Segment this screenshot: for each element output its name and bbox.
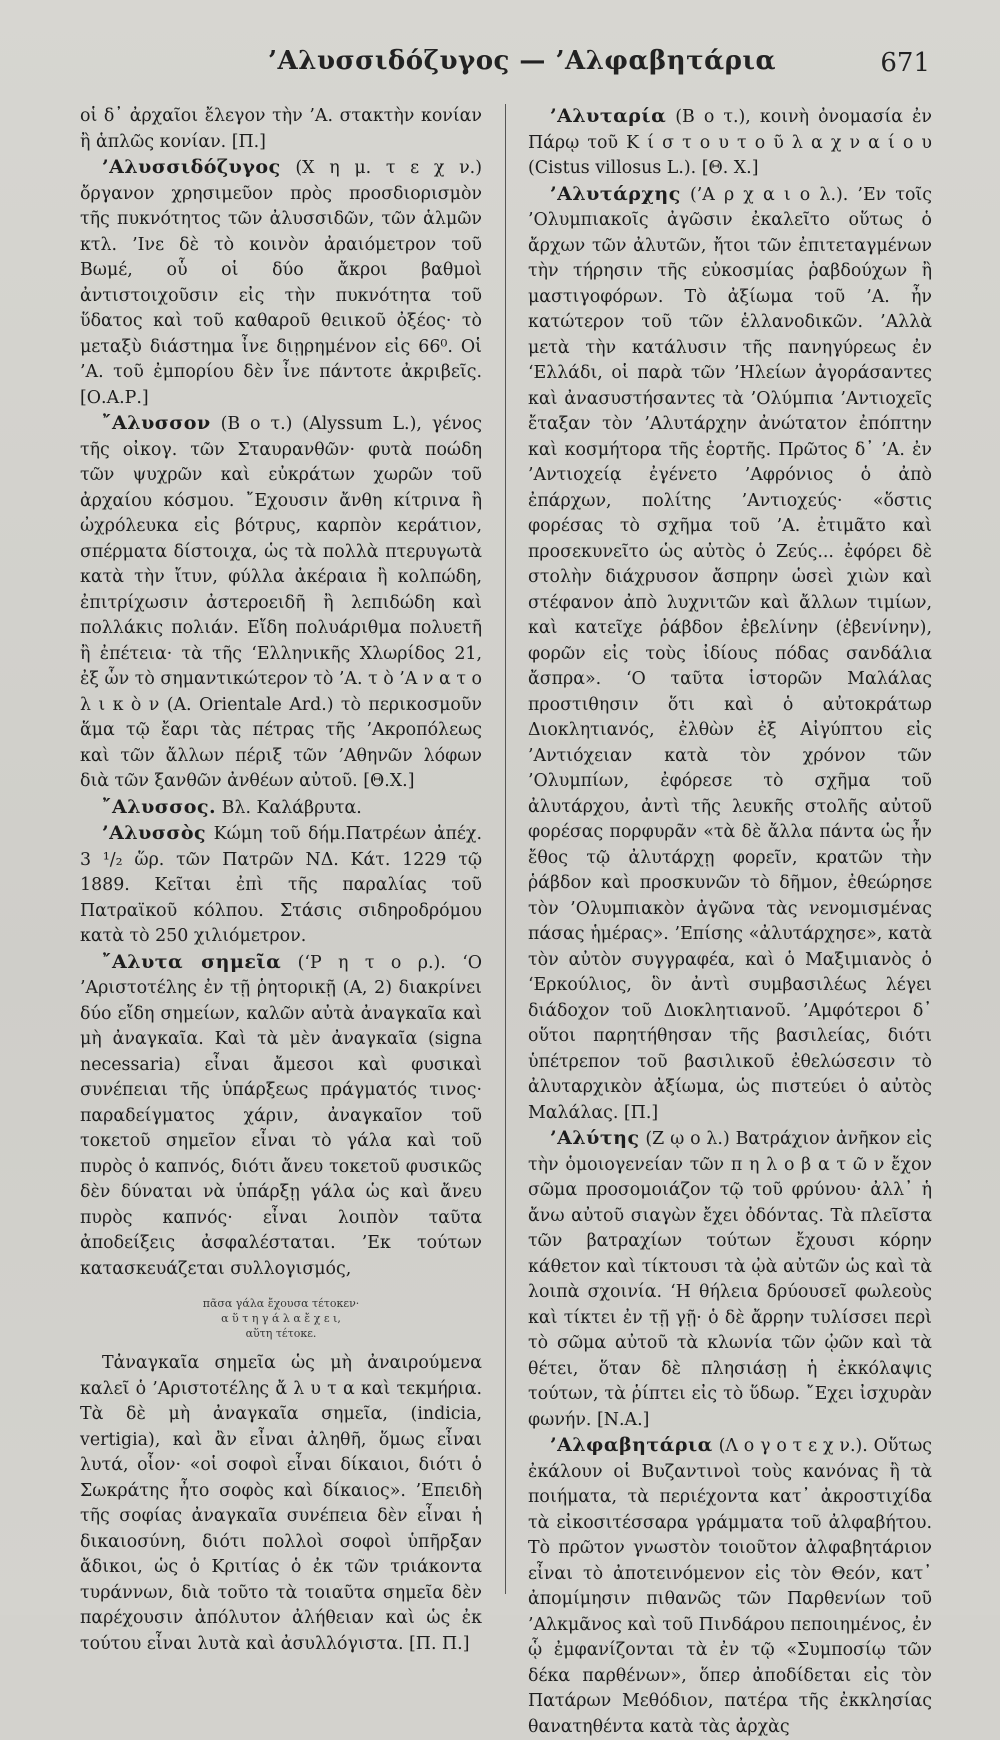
syllogism-line: πᾶσα γάλα ἔχουσα τέτοκεν·	[202, 1297, 360, 1310]
running-head: ’Αλυσσιδόζυγος — ’Αλφαβητάρια	[268, 46, 777, 76]
column-divider	[505, 104, 506, 1594]
entry-text: Κώμη τοῦ δήμ.Πατρέων ἀπέχ. 3 ¹/₂ ὥρ. τῶν Πατρῶν ΝΔ. Κάτ. 1229 τῷ 1889. Κεῖται ἐπὶ τῆς παραλίας τοῦ Πατραϊκοῦ κόλπου. Στάσις σιδηροδρόμου κατὰ τὸ 250 χιλιόμετρον.	[80, 824, 482, 946]
entry-text: (Χ η μ. τ ε χ ν.) ὄργανον χρησιμεῦον πρὸς προσδιορισμὸν τῆς πυκνότητος τῶν ἀλυσσιδῶν, τῶν ἁλμῶν κτλ. ’Ινε δὲ τὸ κοινὸν ἀραιόμετρον τοῦ Βωμέ, οὗ οἱ δύο ἄκροι βαθμοὶ ἀντιστοιχοῦσιν εἰς τὴν πυκνότητα τοῦ ὕδατος καὶ τοῦ καθαροῦ θειικοῦ ὀξέος· τὸ μεταξὺ διάστημα ἶνε διῃρημένον εἰς 66⁰. Οἱ ’Α. τοῦ ἐμπορίου δὲν ἶνε πάντοτε ἀκριβεῖς. [Ο.Α.Ρ.]	[80, 158, 482, 408]
entry-alyssos-village	[80, 821, 482, 950]
entry-headword: ῎Αλυτα σημεῖα	[102, 950, 282, 973]
entry-continuation-paragraph	[80, 1351, 482, 1657]
left-column	[80, 104, 482, 1657]
entry-alyssos	[80, 795, 482, 822]
syllogism-line: αὕτη τέτοκε.	[245, 1327, 317, 1340]
page-number: 671	[880, 48, 930, 78]
entry-text: οἱ δ᾽ ἀρχαῖοι ἔλεγον τὴν ’Α. στακτὴν κονίαν ἢ ἁπλῶς κονίαν. [Π.]	[80, 106, 482, 152]
entry-text: (Β ο τ.), κοινὴ ὀνομασία ἐν Πάρῳ τοῦ Κ ί σ τ ο υ τ ο ῦ λ α χ ν α ί ο υ (Cistus villosus L.). [Θ. Χ.]	[528, 107, 932, 178]
entry-text: (Β ο τ.) (Alyssum L.), γένος τῆς οἰκογ. τῶν Σταυρανθῶν· φυτὰ ποώδη τῶν ψυχρῶν καὶ εὐκράτων χωρῶν τοῦ ἀρχαίου κόσμου. ῎Εχουσιν ἄνθη κίτρινα ἢ ὠχρόλευκα εἰς βότρυς, καρπὸν κεράτιον, σπέρματα δίστοιχα, ὡς τὰ πολλὰ πτερυγωτὰ κατὰ τὴν ἴτυν, φύλλα ἀκέραια ἢ κολπώδη, ἐπιτρίχωσιν ἀστεροειδῆ ἢ λεπιδώδη καὶ πολλάκις πολιάν. Εἴδη πολυάριθμα πολυετῆ ἢ ἐπέτεια· τὰ τῆς ‘Ελληνικῆς Χλωρίδος 21, ἐξ ὧν τὸ σημαντικώτερον τὸ ’Α. τ ὸ ’Α ν α τ ο λ ι κ ὸ ν (Α. Orientale Ard.) τὸ περικοσμοῦν ἅμα τῷ ἔαρι τὰς πέτρας τῆς ’Ακροπόλεως καὶ τῶν ἄλλων πέριξ τῶν ’Αθηνῶν λόφων διὰ τῶν ξανθῶν ἀνθέων αὐτοῦ. [Θ.Χ.]	[80, 414, 483, 791]
syllogism-line: α ὕ τ η γ ά λ α ἔ χ ε ι,	[221, 1312, 341, 1325]
entry-headword: ῎Αλυσσον	[102, 412, 211, 434]
entry-continuation	[80, 104, 482, 155]
entry-headword: ’Αλυσσὸς	[102, 822, 207, 844]
entry-text: (Ζ ῳ ο λ.) Βατράχιον ἀνῆκον εἰς τὴν ὁμοιογενείαν τῶν π η λ ο β α τ ῶ ν ἔχον σῶμα προσομοιάζον τῷ τοῦ φρύνου· ἀλλ᾽ ἡ ἄνω αὐτοῦ σιαγὼν ἔχει ὀδόντας. Τὰ πλεῖστα τῶν βατραχίων τούτων ἔχουσι κόρην κάθετον καὶ τίκτουσι τὰ ᾠὰ αὐτῶν ὡς καὶ τὰ λοιπὰ σχοινία. ‘Η θήλεια δρύουσεῖ φωλεοὺς καὶ τίκτει ἐν τῇ γῇ· ὁ δὲ ἄρρην τυλίσσει περὶ τὸ σῶμα αὐτοῦ τὰ κλωνία τῶν ᾠῶν καὶ τὰ θέτει, ὅταν δὲ πλησιάσῃ ἡ ἐκκόλαψις τούτων, τὰ ῥίπτει εἰς τὸ ὕδωρ. ῎Εχει ἰσχυρὰν φωνήν. [Ν.Α.]	[528, 1129, 932, 1430]
entry-headword: ῎Αλυσσος.	[102, 795, 217, 818]
entry-text: Τἀναγκαῖα σημεῖα ὡς μὴ ἀναιρούμενα καλεῖ ὁ ’Αριστοτέλης ἄ λ υ τ α καὶ τεκμήρια. Τὰ δὲ μὴ ἀναγκαῖα σημεῖα, (indicia, vertigia), καὶ ἂν εἶναι ἀληθῆ, ὅμως εἶναι λυτά, οἷον· «οἱ σοφοὶ εἶναι δίκαιοι, διότι ὁ Σωκράτης ἦτο σοφὸς καὶ δίκαιος». ’Επειδὴ τῆς σοφίας ἀναγκαῖα συνέπεια δὲν εἶναι ἡ δικαιοσύνη, διότι πολλοὶ σοφοὶ ὑπῆρξαν ἄδικοι, ὡς ὁ Κριτίας ὁ ἐκ τῶν τριάκοντα τυράννων, διὰ τοῦτο τὰ τοιαῦτα σημεῖα δὲν παρέχουσιν ἀπόλυτον ἀλήθειαν καὶ ὡς ἐκ τούτου εἶναι λυτὰ καὶ ἀσυλλόγιστα. [Π. Π.]	[80, 1353, 482, 1654]
entry-alytes	[528, 1126, 932, 1433]
entry-alyssidozygos	[80, 155, 482, 411]
entry-headword: ’Αλυσσιδόζυγος	[102, 156, 281, 178]
entry-alphabetaria	[528, 1433, 932, 1740]
entry-text: (‘Ρ η τ ο ρ.). ‘Ο ’Αριστοτέλης ἐν τῇ ῥητορικῇ (Α, 2) διακρίνει δύο εἴδη σημείων, καλῶν αὐτὰ ἀναγκαῖα καὶ μὴ ἀναγκαῖα. Καὶ τὰ μὲν ἀναγκαῖα (signa necessaria) εἶναι ἄμεσοι καὶ φυσικαὶ συνέπειαι τῆς ὑπάρξεως πράγματός τινος· παραδείγματος χάριν, ἀναγκαῖον τοῦ τοκετοῦ σημεῖον εἶναι τὸ γάλα καὶ τοῦ πυρὸς ὁ καπνός, διότι ἄνευ τοκετοῦ φυσικῶς δὲν δύναται νὰ ὑπάρξῃ γάλα ὡς καὶ ἄνευ πυρὸς καπνός· εἶναι λοιπὸν ταῦτα ἀποδείξεις ἀσφαλέσταται. ’Εκ τούτων κατασκευάζεται συλλογισμός,	[80, 952, 482, 1279]
entry-alytarches	[528, 182, 932, 1127]
entry-alytaria	[528, 104, 932, 182]
entry-text: (’Α ρ χ α ι ο λ.). ’Εν τοῖς ’Ολυμπιακοῖς ἀγῶσιν ἐκαλεῖτο οὕτως ὁ ἄρχων τῶν ἀλυτῶν, ἤτοι τῶν ἐπιτεταγμένων τὴν τήρησιν τῆς εὐκοσμίας ῥαβδούχων ἢ μαστιγοφόρων. Τὸ ἀξίωμα τοῦ ’Α. ἦν κατώτερον τοῦ τῶν ἑλλανοδικῶν. ’Αλλὰ μετὰ τὴν κατάλυσιν τῆς πανηγύρεως ἐν ‘Ελλάδι, οἱ παρὰ τῶν ’Ηλείων ἀγοράσαντες καὶ ἀνασυστήσαντες τὰ ’Ολύμπια ’Αντιοχεῖς ἔταξαν τὸν ’Αλυτάρχην ἀνώτατον ἐπόπτην καὶ κοσμήτορα τῆς ἑορτῆς. Πρῶτος δ᾽ ’Α. ἐν ’Αντιοχείᾳ ἐγένετο ’Αφρόνιος ὁ ἀπὸ ἐπάρχων, πολίτης ’Αντιοχεύς· «ὅστις φορέσας τὸ σχῆμα τοῦ ’Α. ἐτιμᾶτο καὶ προσεκυνεῖτο ὡς αὐτὸς ὁ Ζεύς... ἐφόρει δὲ στολὴν διάχρυσον ἄσπρην ὡσεὶ χιὼν καὶ στέφανον ἀπὸ λυχνιτῶν καὶ ἄλλων τιμίων, καὶ κατεῖχε ῥάβδον ἐβελίνην (ἐβενίνην), φορῶν εἰς τοὺς ἰδίους πόδας σανδάλια ἄσπρα». ‘Ο ταῦτα ἱστορῶν Μαλάλας προστιθησιν ὅτι καὶ ὁ αὐτοκράτωρ Διοκλητιανός, ἐλθὼν ἐξ Αἰγύπτου εἰς ’Αντιόχειαν κατὰ τὸν χρόνον τῶν ’Ολυμπίων, ἐφόρεσε τὸ σχῆμα τοῦ ἀλυτάρχου, ἀντὶ τῆς λευκῆς στολῆς αὐτοῦ φορέσας πορφυρᾶν «τὰ δὲ ἄλλα πάντα ὡς ἦν ἔθος τῷ ἀλυτάρχῃ φορεῖν, κρατῶν τὴν ῥάβδον καὶ προσκυνῶν τὸ δῆμον, ἐθεώρησε τὸν ’Ολυμπιακὸν ἀγῶνα τὰς νενομισμένας πάσας ἡμέρας». ’Επίσης «ἀλυτάρχησε», κατὰ τὸν αὐτὸν συγγραφέα, καὶ ὁ Μαξιμιανὸς ὁ ‘Ερκούλιος, ὃν ἀντὶ συμβασιλέως λέγει διάδοχον τοῦ Διοκλητιανοῦ. ’Αμφότεροι δ᾽ οὕτοι παρητήθησαν τῆς βασιλείας, διότι ὑπέτρεπον τοῦ βασιλικοῦ ἐθελώσεσιν τὸ ἀλυταρχικὸν ἀξίωμα, ὡς πιστεύει ὁ αὐτὸς Μαλάλας. [Π.]	[528, 184, 932, 1123]
entry-alysson	[80, 411, 482, 795]
entry-alyta-semeia	[80, 950, 482, 1283]
syllogism-quote	[80, 1296, 482, 1341]
entry-text: Βλ. Καλάβρυτα.	[221, 797, 362, 818]
entry-headword: ’Αλυτάρχης	[550, 182, 681, 205]
page-header	[0, 44, 1000, 84]
entry-headword: ’Αλυταρία	[550, 105, 667, 127]
right-column	[528, 104, 932, 1740]
entry-text: (Λ ο γ ο τ ε χ ν.). Οὕτως ἐκάλουν οἱ Βυζαντινοὶ τοὺς κανόνας ἢ τὰ ποιήματα, τὰ περιέχοντα κατ᾽ ἀκροστιχίδα τὰ εἰκοσιτέσσαρα γράμματα τοῦ ἀλφαβήτου. Τὸ πρῶτον γνωστὸν τοιοῦτον ἀλφαβητάριον εἶναι τὸ ἀποτεινόμενον εἰς τὸν Θεόν, κατ᾽ ἀπομίμησιν πιθανῶς τῶν Παρθενίων τοῦ ’Αλκμᾶνος καὶ τοῦ Πινδάρου πεποιημένος, ἐν ᾧ ἐμφανίζονται τὰ ἐν τῷ «Συμποσίῳ τῶν δέκα παρθένων», ὅπερ ἀποδίδεται εἰς τὸν Πατάρων Μεθόδιον, πατέρα τῆς ἐκκλησίας θανατηθέντα κατὰ τὰς ἀρχὰς	[528, 1436, 932, 1737]
entry-headword: ’Αλφαβητάρια	[550, 1434, 713, 1456]
entry-headword: ’Αλύτης	[550, 1127, 640, 1149]
